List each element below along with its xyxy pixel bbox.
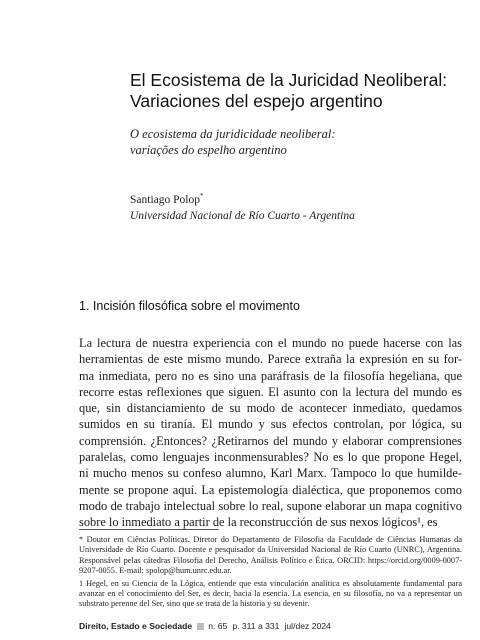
footnote-author: * Doutor em Ciências Políticas. Diretor do Departamento de Filosofia da Faculdade de Ciências Humanas da Universidade de Río Cuarto. Docente e pesquisador da Universidad Nacional de Río Cuarto (UNRC), Argentina. Responsável pelas cátedras Filosofia del Derecho, Análisis Político e Ética. ORCID: https://orcid.org/0009-0007-9207-0055. E-mail: spolop@hum.unrc.edu.ar. <box>79 535 462 576</box>
page-footer <box>79 621 462 632</box>
footnote-1: 1 Hegel, en su Ciencia de la Lógica, entiende que esta vinculación analítica es absolutamente fundamental para avanzar en el conocimiento del Ser, es decir, hacia la esencia. La esencia, en su filosofía, no va a representar un substrato perenne del Ser, sino que se trata de la historia y su devenir. <box>79 578 462 609</box>
issue-date: jul/dez 2024 <box>284 621 331 631</box>
article-title <box>130 70 460 112</box>
paragraph-line: ma inmediata, pero no es sino una paráfrasis de la filosofía hegeliana, que <box>79 368 462 383</box>
paragraph-line: ni mucho menos su confeso alumno, Karl Marx. Tampoco lo que humilde- <box>79 466 462 481</box>
footnote-divider <box>79 529 219 530</box>
paragraph-line: que, sin distanciamiento de su modo de acontecer inmediato, quedamos <box>79 401 462 416</box>
page-range: p. 311 a 331 <box>232 621 280 631</box>
subtitle-line: O ecosistema da juridicidade neoliberal: <box>130 127 336 141</box>
paragraph-line: sobre lo inmediato a partir de la reconstrucción de sus nexos lógicos¹, es <box>79 515 438 530</box>
section-heading: 1. Incisión filosófica sobre el movimento <box>79 299 300 313</box>
subtitle-line: variações do espelho argentino <box>130 143 287 157</box>
paragraph-line: recorre estas reflexiones que siguen. El asunto con la lectura del mundo es <box>79 384 462 399</box>
issue-number: n. 65 <box>208 621 228 631</box>
paragraph-line: sumidos en su tiranía. El mundo y sus efectos controlan, por lógica, su <box>79 417 462 432</box>
separator-square-icon <box>197 623 204 630</box>
author-affiliation: Universidad Nacional de Río Cuarto - Argentina <box>130 209 355 222</box>
footnotes <box>79 535 462 612</box>
body-paragraph <box>79 335 462 531</box>
paragraph-line: La lectura de nuestra experiencia con el mundo no puede hacerse con las <box>79 336 462 350</box>
author-line <box>130 188 460 208</box>
journal-name: Direito, Estado e Sociedade <box>79 621 193 631</box>
paragraph-line: comprensión. ¿Entonces? ¿Retirarnos del mundo y elaborar comprensiones <box>79 433 462 448</box>
article-subtitle <box>130 126 460 158</box>
paragraph-line: herramientas de este mismo mundo. Parece extraña la expresión en su for- <box>79 352 462 367</box>
paragraph-line: paralelas, como lenguajes inconmensurables? No es lo que propone Hegel, <box>79 450 462 465</box>
author-name: Santiago Polop <box>130 193 200 206</box>
author-footnote-marker: * <box>199 192 204 200</box>
title-line: Variaciones del espejo argentino <box>130 91 383 111</box>
author-block <box>130 188 460 224</box>
title-line: El Ecosistema de la Juricidad Neoliberal: <box>130 70 448 90</box>
paragraph-line: mente se propone aquí. La epistemología dialéctica, que proponemos como <box>79 482 462 497</box>
paragraph-line: modo de trabajo intelectual sobre lo real, supone elaborar un mapa cognitivo <box>79 498 462 513</box>
